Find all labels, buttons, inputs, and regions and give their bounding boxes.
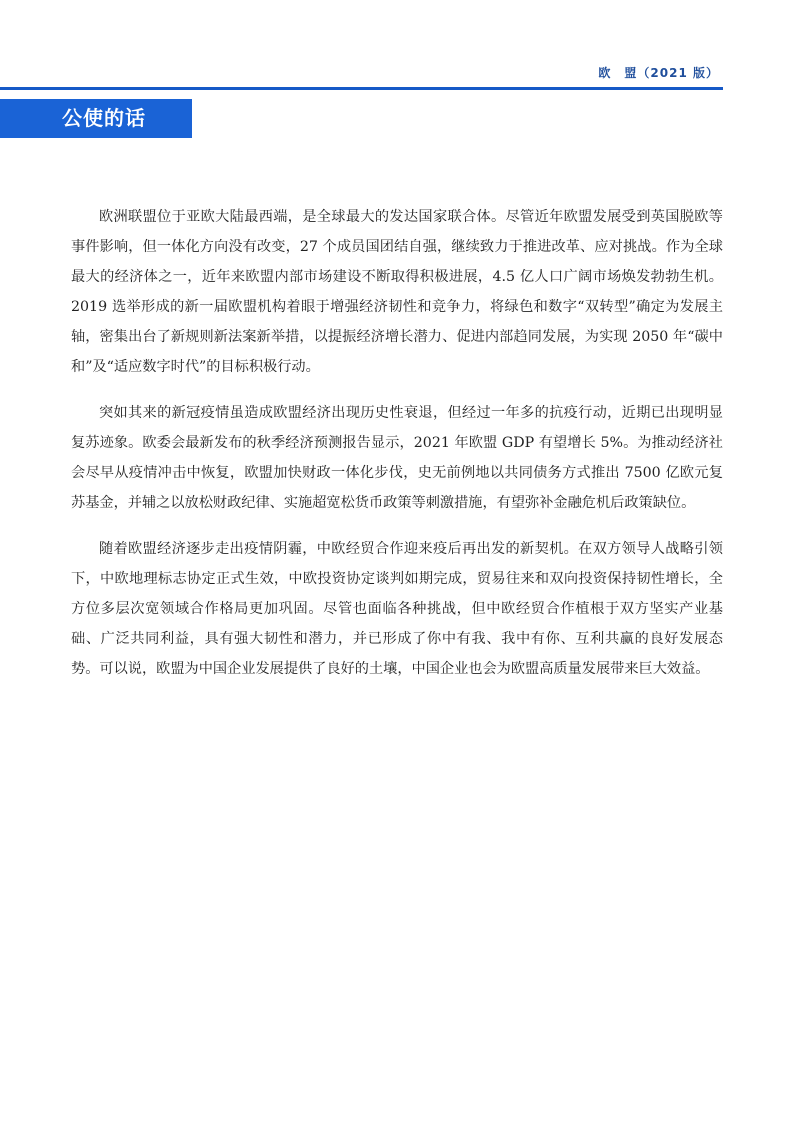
paragraph-3: 随着欧盟经济逐步走出疫情阴霾，中欧经贸合作迎来疫后再出发的新契机。在双方领导人战略引领下，中欧地理标志协定正式生效，中欧投资协定谈判如期完成，贸易往来和双向投资保持韧性增长，全方位多层次宽领域合作格局更加巩固。尽管也面临各种挑战，但中欧经贸合作植根于双方坚实产业基础、广泛共同利益，具有强大韧性和潜力，并已形成了你中有我、我中有你、互利共赢的良好发展态势。可以说，欧盟为中国企业发展提供了良好的土壤，中国企业也会为欧盟高质量发展带来巨大效益。: [71, 541, 723, 677]
header-rule: [0, 87, 723, 90]
body-text: [71, 202, 723, 700]
paragraph-2: 突如其来的新冠疫情虽造成欧盟经济出现历史性衰退，但经过一年多的抗疫行动，近期已出现明显复苏迹象。欧委会最新发布的秋季经济预测报告显示，2021 年欧盟 GDP 有望增长 5%。为推动经济社会尽早从疫情冲击中恢复，欧盟加快财政一体化步伐，史无前例地以共同债务方式推出 7500 亿欧元复苏基金，并辅之以放松财政纪律、实施超宽松货币政策等刺激措施，有望弥补金融危机后政策缺位。: [71, 405, 723, 511]
running-header-title: 欧 盟（2021 版）: [598, 66, 719, 80]
paragraph-1: 欧洲联盟位于亚欧大陆最西端，是全球最大的发达国家联合体。尽管近年欧盟发展受到英国脱欧等事件影响，但一体化方向没有改变，27 个成员国团结自强，继续致力于推进改革、应对挑战。作为全球最大的经济体之一，近年来欧盟内部市场建设不断取得积极进展，4.5 亿人口广阔市场焕发勃勃生机。2019 选举形成的新一届欧盟机构着眼于增强经济韧性和竞争力，将绿色和数字“双转型”确定为发展主轴，密集出台了新规则新法案新举措，以提振经济增长潜力、促进内部趋同发展，为实现 2050 年“碳中和”及“适应数字时代”的目标积极行动。: [71, 209, 723, 375]
section-title-tab: 公使的话: [0, 99, 192, 138]
